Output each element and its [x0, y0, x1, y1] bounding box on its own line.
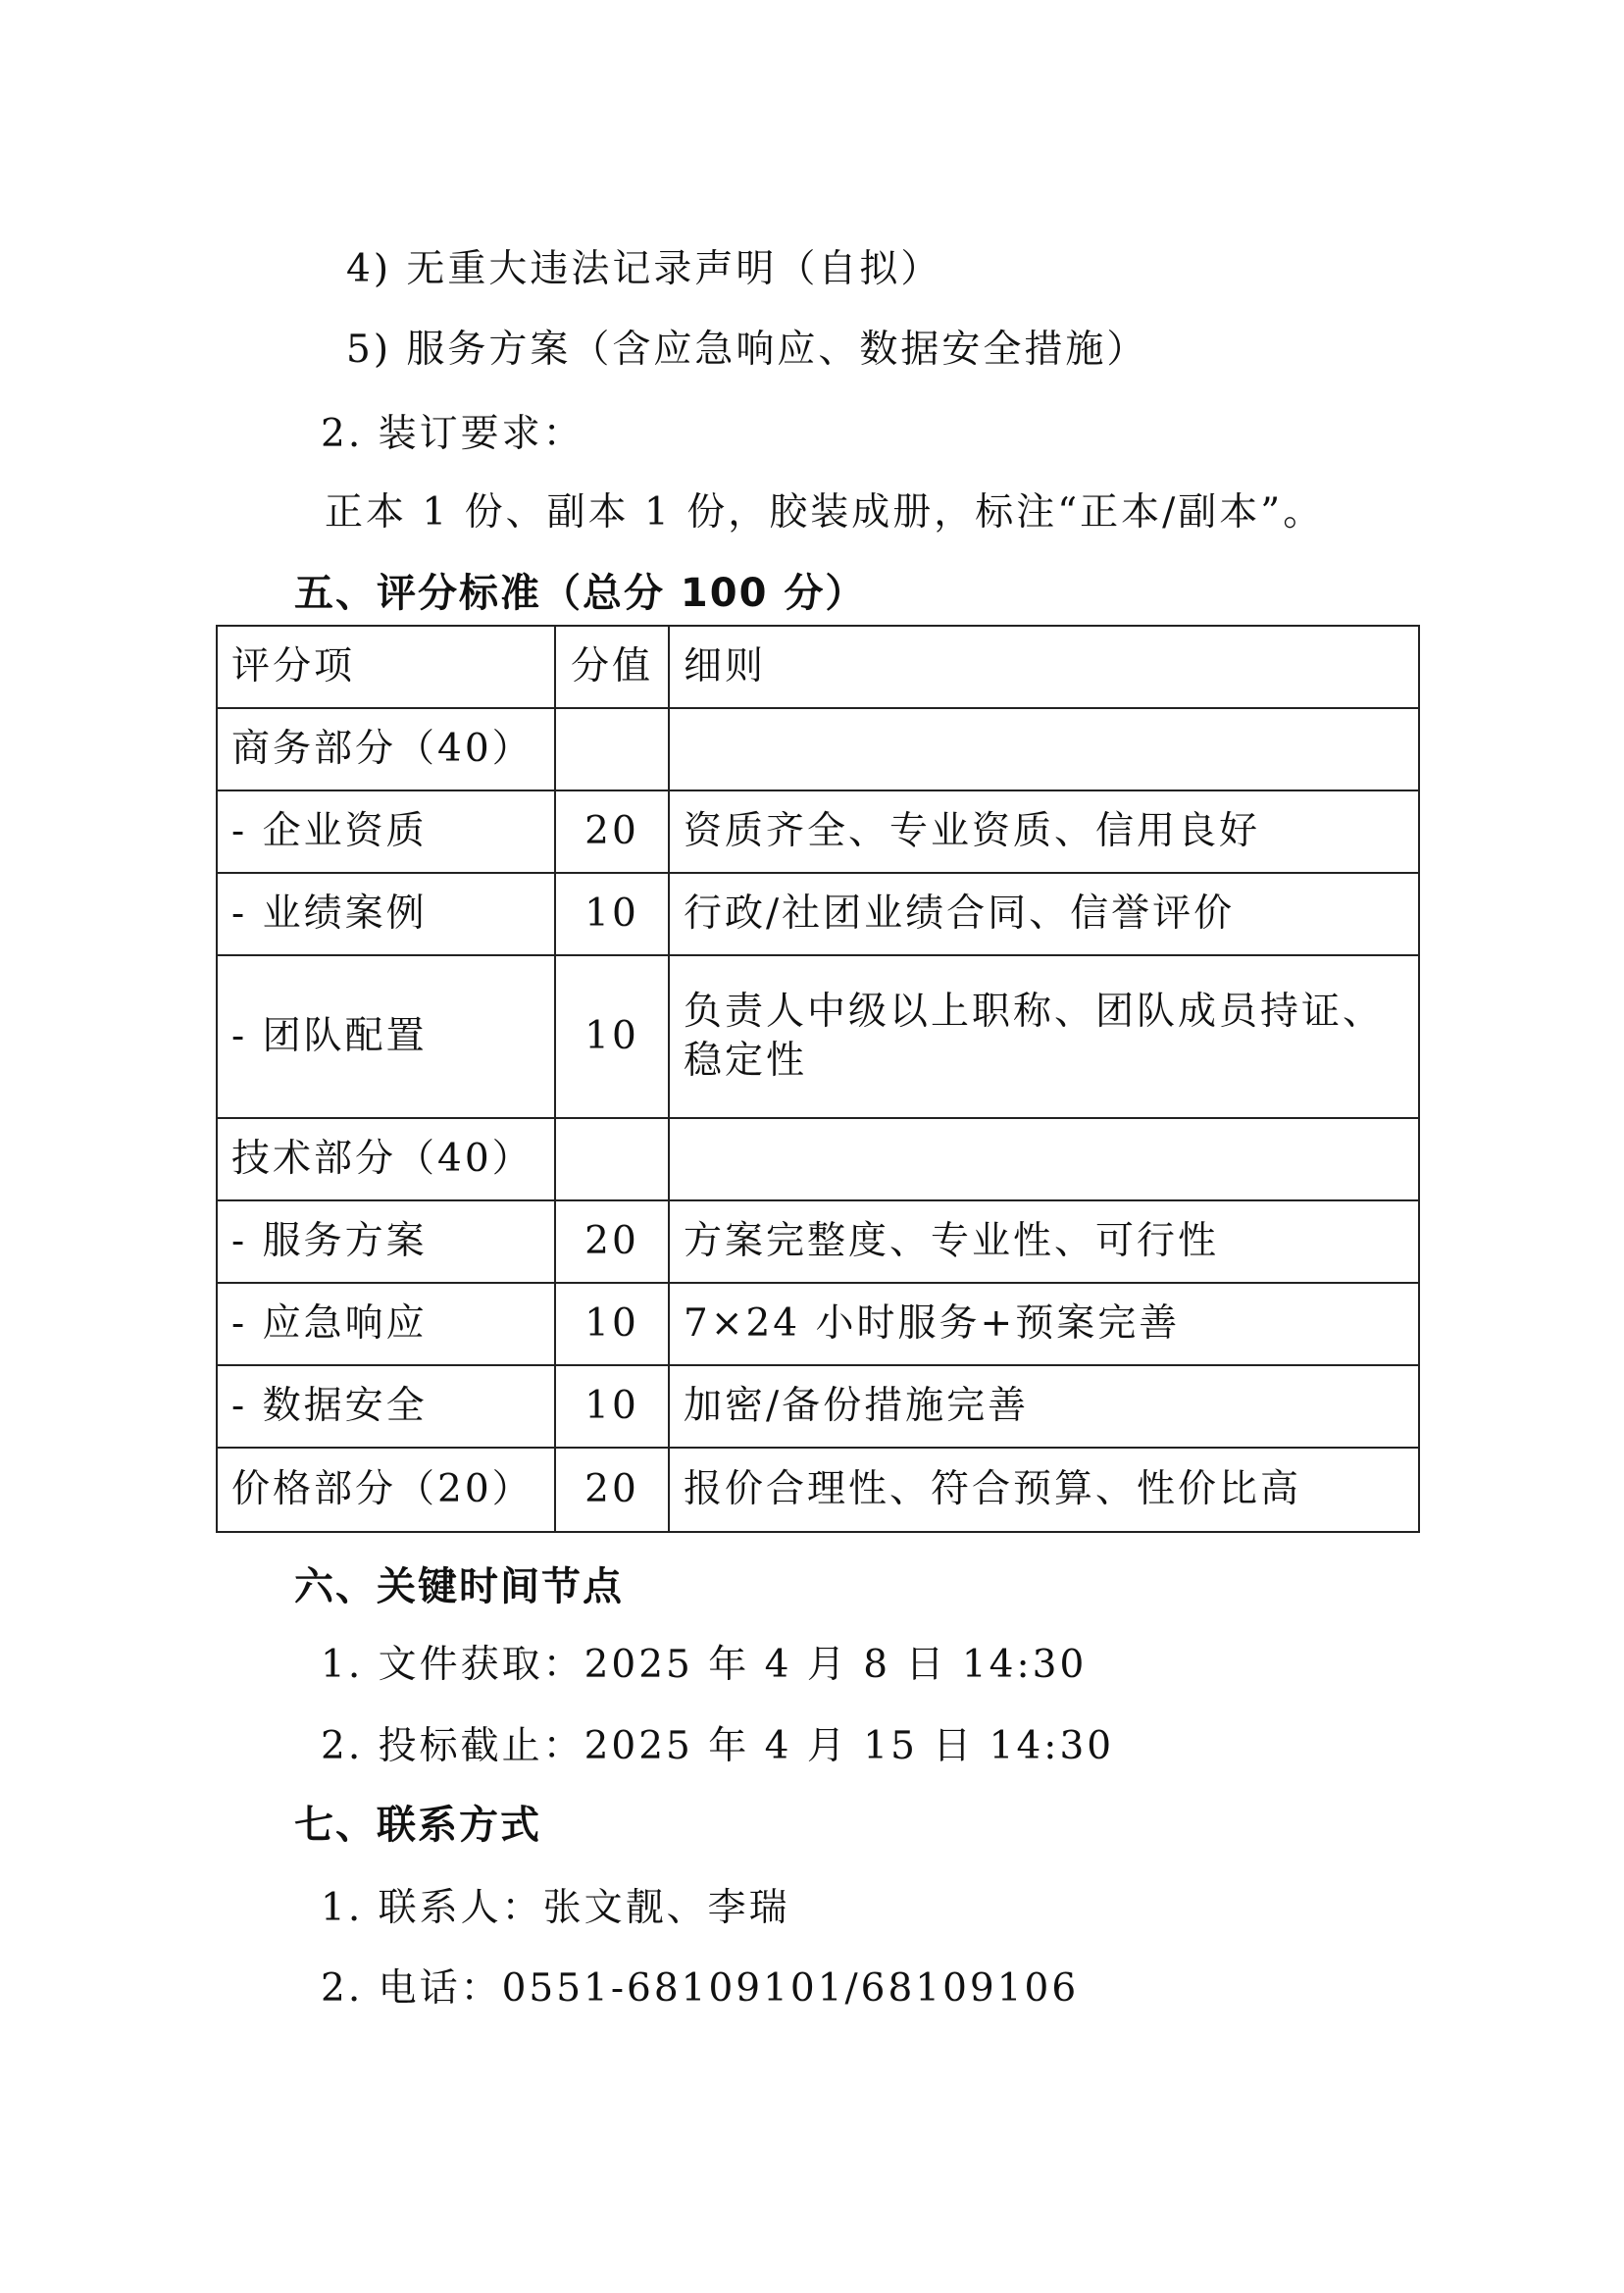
table-cell-score: 10 [555, 873, 669, 955]
timeline-item-2: 2. 投标截止：2025 年 4 月 15 日 14:30 [321, 1724, 1115, 1768]
table-cell-score [555, 1118, 669, 1200]
contact-item-2: 2. 电话：0551-68109101/68109106 [321, 1966, 1080, 2011]
table-cell-score: 10 [555, 1365, 669, 1448]
table-cell-detail: 负责人中级以上职称、团队成员持证、稳定性 [669, 955, 1419, 1118]
table-row [217, 1365, 1419, 1448]
table-row [217, 1283, 1419, 1365]
section-6-heading: 六、关键时间节点 [294, 1564, 624, 1609]
table-header-row [217, 626, 1419, 708]
table-cell-item: 价格部分（20） [217, 1448, 555, 1532]
table-row [217, 1118, 1419, 1200]
binding-requirements-title: 2. 装订要求： [321, 412, 584, 456]
table-cell-item: 商务部分（40） [217, 708, 555, 790]
table-row [217, 708, 1419, 790]
table-cell-detail: 资质齐全、专业资质、信用良好 [669, 790, 1419, 873]
table-cell-score: 20 [555, 1448, 669, 1532]
table-header-item: 评分项 [217, 626, 555, 708]
table-cell-score: 10 [555, 1283, 669, 1365]
table-cell-item: - 服务方案 [217, 1200, 555, 1283]
table-row [217, 1448, 1419, 1532]
scoring-table [216, 625, 1420, 1533]
table-cell-detail [669, 708, 1419, 790]
list-item-4: 4) 无重大违法记录声明（自拟） [346, 247, 942, 291]
table-cell-detail: 行政/社团业绩合同、信誉评价 [669, 873, 1419, 955]
table-row [217, 955, 1419, 1118]
table-cell-item: - 业绩案例 [217, 873, 555, 955]
table-header-score: 分值 [555, 626, 669, 708]
table-row [217, 790, 1419, 873]
table-row [217, 1200, 1419, 1283]
table-cell-score: 20 [555, 1200, 669, 1283]
table-cell-score: 20 [555, 790, 669, 873]
table-header-detail: 细则 [669, 626, 1419, 708]
table-cell-item: - 应急响应 [217, 1283, 555, 1365]
table-cell-detail: 7×24 小时服务+预案完善 [669, 1283, 1419, 1365]
table-cell-item: - 团队配置 [217, 955, 555, 1118]
table-cell-detail [669, 1118, 1419, 1200]
contact-item-1: 1. 联系人：张文靓、李瑞 [321, 1886, 790, 1930]
list-item-5: 5) 服务方案（含应急响应、数据安全措施） [346, 328, 1148, 372]
binding-requirements-text: 正本 1 份、副本 1 份，胶装成册，标注“正本/副本”。 [325, 490, 1325, 535]
table-cell-item: - 企业资质 [217, 790, 555, 873]
timeline-item-1: 1. 文件获取：2025 年 4 月 8 日 14:30 [321, 1643, 1088, 1687]
table-cell-item: 技术部分（40） [217, 1118, 555, 1200]
table-row [217, 873, 1419, 955]
table-cell-score [555, 708, 669, 790]
table-cell-detail: 方案完整度、专业性、可行性 [669, 1200, 1419, 1283]
section-7-heading: 七、联系方式 [294, 1803, 541, 1848]
table-cell-detail: 报价合理性、符合预算、性价比高 [669, 1448, 1419, 1532]
table-cell-detail: 加密/备份措施完善 [669, 1365, 1419, 1448]
table-cell-score: 10 [555, 955, 669, 1118]
section-5-heading: 五、评分标准（总分 100 分） [294, 571, 867, 616]
table-cell-item: - 数据安全 [217, 1365, 555, 1448]
